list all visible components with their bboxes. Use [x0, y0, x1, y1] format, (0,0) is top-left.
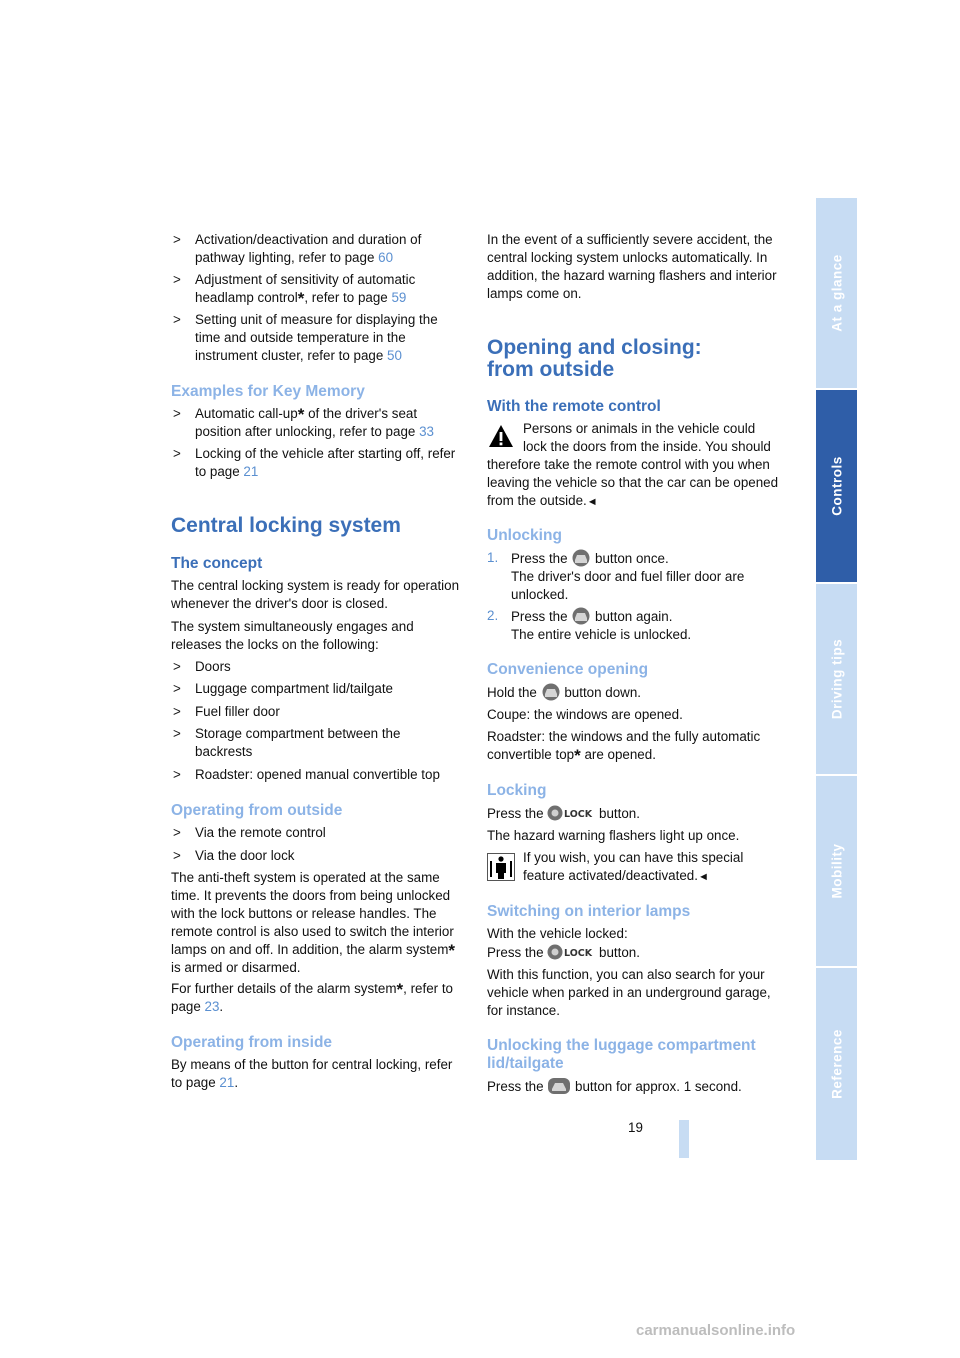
remote-unlock-button-icon — [571, 549, 591, 567]
tip-text — [523, 849, 780, 886]
tab-driving-tips[interactable] — [816, 584, 857, 774]
list-item — [487, 549, 780, 604]
bullet-text: Fuel filler door — [195, 704, 280, 719]
tip-block — [487, 849, 780, 889]
heading-key-memory: Examples for Key Memory — [171, 383, 365, 400]
list-item — [171, 703, 464, 721]
page-link-33[interactable]: 33 — [419, 424, 434, 439]
bullet-marker: > — [173, 446, 181, 461]
step-text: The driver's door and fuel filler door are unlocked. — [511, 569, 745, 602]
title-line: from outside — [487, 358, 615, 381]
remote-unlock-button-icon — [541, 683, 561, 701]
bullet-text: Via the door lock — [195, 848, 295, 863]
bullet-text: Adjustment of sensitivity of automatic headlamp control — [195, 272, 416, 305]
paragraph — [487, 943, 780, 962]
step-number: 1. — [487, 550, 499, 565]
remote-lock-button-icon — [547, 943, 595, 961]
warning-text — [487, 456, 780, 511]
page-link-21[interactable]: 21 — [219, 1075, 235, 1090]
end-mark: ◄ — [697, 871, 709, 883]
tab-label: Mobility — [829, 843, 844, 899]
step-number: 2. — [487, 608, 499, 623]
bullet-marker: > — [173, 704, 181, 719]
step-text: Press the — [511, 551, 572, 566]
page-link-59[interactable]: 59 — [391, 290, 407, 305]
paragraph — [487, 683, 780, 702]
paragraph-text: For further details of the alarm system — [171, 981, 397, 996]
paragraph — [171, 869, 464, 977]
warning-text: Persons or animals in the vehicle could lock the doors from the inside. You should — [523, 421, 771, 454]
bullet-marker: > — [173, 312, 181, 327]
heading-line: lid/tailgate — [487, 1055, 564, 1072]
tab-reference[interactable] — [816, 968, 857, 1160]
optional-equipment-star: * — [448, 941, 456, 960]
bullet-text: of the driver's seat position after unlocking, refer to page — [195, 406, 420, 439]
heading-with-remote-control: With the remote control — [487, 398, 661, 415]
paragraph: The system simultaneously engages and releases the locks on the following: — [171, 619, 414, 652]
optional-equipment-star: * — [396, 980, 404, 999]
bullet-text: Setting unit of measure for displaying the time and outside temperature in the instrument cluster, refer to page — [195, 312, 438, 363]
bullet-marker: > — [173, 767, 181, 782]
end-mark: ◄ — [586, 496, 598, 508]
warning-block — [487, 420, 780, 510]
paragraph-text: . — [234, 1075, 239, 1090]
list-item — [171, 445, 464, 481]
remote-lock-button-icon — [547, 804, 595, 822]
bullet-marker: > — [173, 848, 181, 863]
paragraph — [171, 980, 464, 1016]
paragraph-text: Press the — [487, 806, 548, 821]
warning-triangle-icon — [487, 422, 515, 450]
remote-trunk-button-icon — [547, 1077, 571, 1095]
paragraph-text: button down. — [560, 685, 642, 700]
list-item — [171, 231, 464, 267]
optional-equipment-star: * — [574, 746, 581, 765]
paragraph: The hazard warning flashers light up once. — [487, 828, 740, 843]
page-link-23[interactable]: 23 — [204, 999, 220, 1014]
paragraph — [487, 804, 780, 823]
optional-equipment-star: * — [297, 289, 305, 308]
list-item — [171, 824, 464, 842]
bullet-text: Via the remote control — [195, 825, 326, 840]
paragraph-text: Press the — [487, 1079, 548, 1094]
list-item — [171, 311, 464, 365]
paragraph: With this function, you can also search for your vehicle when parked in an underground garage, for instance. — [487, 967, 771, 1018]
heading-switching-interior-lamps: Switching on interior lamps — [487, 903, 691, 920]
paragraph — [171, 1056, 464, 1092]
heading-operating-from-outside: Operating from outside — [171, 802, 343, 819]
tab-label: Controls — [829, 456, 844, 516]
paragraph-text: button. — [595, 945, 640, 960]
paragraph-text: By means of the button for central locking, refer to page — [171, 1057, 453, 1090]
lock-label: LOCK — [564, 809, 593, 820]
paragraph — [487, 1077, 780, 1096]
paragraph: With the vehicle locked: — [487, 926, 628, 941]
bullet-text: Locking of the vehicle after starting off, refer to page — [195, 446, 456, 479]
heading-unlocking-luggage — [487, 1037, 756, 1073]
optional-equipment-star: * — [297, 405, 305, 424]
bullet-marker: > — [173, 232, 181, 247]
section-title-opening-closing — [487, 337, 702, 381]
heading-locking: Locking — [487, 782, 547, 799]
paragraph-text: are opened. — [580, 747, 656, 762]
bullet-text: Luggage compartment lid/tailgate — [195, 681, 394, 696]
bullet-marker: > — [173, 681, 181, 696]
step-text: button once. — [591, 551, 669, 566]
remote-unlock-button-icon — [571, 607, 591, 625]
paragraph-text: . — [219, 999, 224, 1014]
section-title-central-locking: Central locking system — [171, 514, 401, 537]
list-item — [171, 405, 464, 441]
tab-label: Reference — [829, 1029, 844, 1099]
bullet-text: Doors — [195, 659, 231, 674]
tab-controls[interactable] — [816, 390, 857, 582]
list-item — [171, 847, 464, 865]
paragraph-text: , refer to page — [171, 981, 453, 1014]
bullet-text: Roadster: opened manual convertible top — [195, 767, 440, 782]
page-number: 19 — [628, 1120, 643, 1135]
list-item — [171, 271, 464, 307]
tab-label: Driving tips — [829, 638, 844, 720]
paragraph — [487, 728, 780, 764]
watermark: carmanualsonline.info — [636, 1322, 796, 1339]
paragraph: In the event of a sufficiently severe accident, the central locking system unlocks automatically. In addition, the hazard warning flashers and interior lamps come on. — [487, 232, 777, 301]
paragraph: The central locking system is ready for operation whenever the driver's door is closed. — [171, 578, 460, 611]
paragraph-text: button for approx. 1 second. — [571, 1079, 742, 1094]
heading-the-concept: The concept — [171, 555, 263, 572]
step-text: button again. — [591, 609, 673, 624]
bullet-marker: > — [173, 726, 181, 741]
lock-label: LOCK — [564, 948, 593, 959]
list-item — [171, 658, 464, 676]
bullet-text: , refer to page — [304, 290, 392, 305]
bullet-text: Activation/deactivation and duration of pathway lighting, refer to page — [195, 232, 422, 265]
tab-at-a-glance[interactable] — [816, 198, 857, 388]
service-technician-icon — [487, 853, 515, 881]
heading-line: Unlocking the luggage compartment — [487, 1037, 756, 1054]
heading-operating-from-inside: Operating from inside — [171, 1034, 333, 1051]
chapter-sidebar — [816, 198, 857, 1160]
paragraph-text: therefore take the remote control with you when leaving the vehicle so that the car can be opened from the outside. — [487, 457, 779, 508]
bullet-marker: > — [173, 272, 181, 287]
list-item — [487, 607, 780, 644]
heading-convenience-opening: Convenience opening — [487, 661, 649, 678]
paragraph-text: Press the — [487, 945, 548, 960]
paragraph-text: Roadster: the windows and the fully automatic convertible top — [487, 729, 761, 762]
list-item — [171, 766, 464, 784]
tab-label: At a glance — [829, 254, 844, 332]
bullet-marker: > — [173, 406, 181, 421]
heading-unlocking: Unlocking — [487, 527, 562, 544]
bullet-marker: > — [173, 659, 181, 674]
bullet-text: Automatic call-up — [195, 406, 298, 421]
page-link-60[interactable]: 60 — [378, 250, 394, 265]
title-line: Opening and closing: — [487, 336, 702, 359]
paragraph-text: button. — [595, 806, 640, 821]
paragraph-text: is armed or disarmed. — [171, 960, 301, 975]
page-number-bar — [679, 1120, 689, 1158]
paragraph-text: Hold the — [487, 685, 541, 700]
paragraph: Coupe: the windows are opened. — [487, 707, 683, 722]
step-text: The entire vehicle is unlocked. — [511, 627, 692, 642]
page-link-21[interactable]: 21 — [243, 464, 259, 479]
paragraph-text: The anti-theft system is operated at the same time. It prevents the doors from being unlocked with the lock buttons or release handles. The remote control is also used to switch the interior lamps on and off. In addition, the alarm system — [171, 870, 454, 957]
list-item — [171, 680, 464, 698]
bullet-text: Storage compartment between the backrests — [195, 726, 401, 759]
bullet-marker: > — [173, 825, 181, 840]
list-item — [171, 725, 455, 761]
paragraph-text: If you wish, you can have this special feature activated/deactivated. — [523, 850, 744, 883]
page-link-50[interactable]: 50 — [387, 348, 402, 363]
step-text: Press the — [511, 609, 572, 624]
tab-mobility[interactable] — [816, 776, 857, 966]
